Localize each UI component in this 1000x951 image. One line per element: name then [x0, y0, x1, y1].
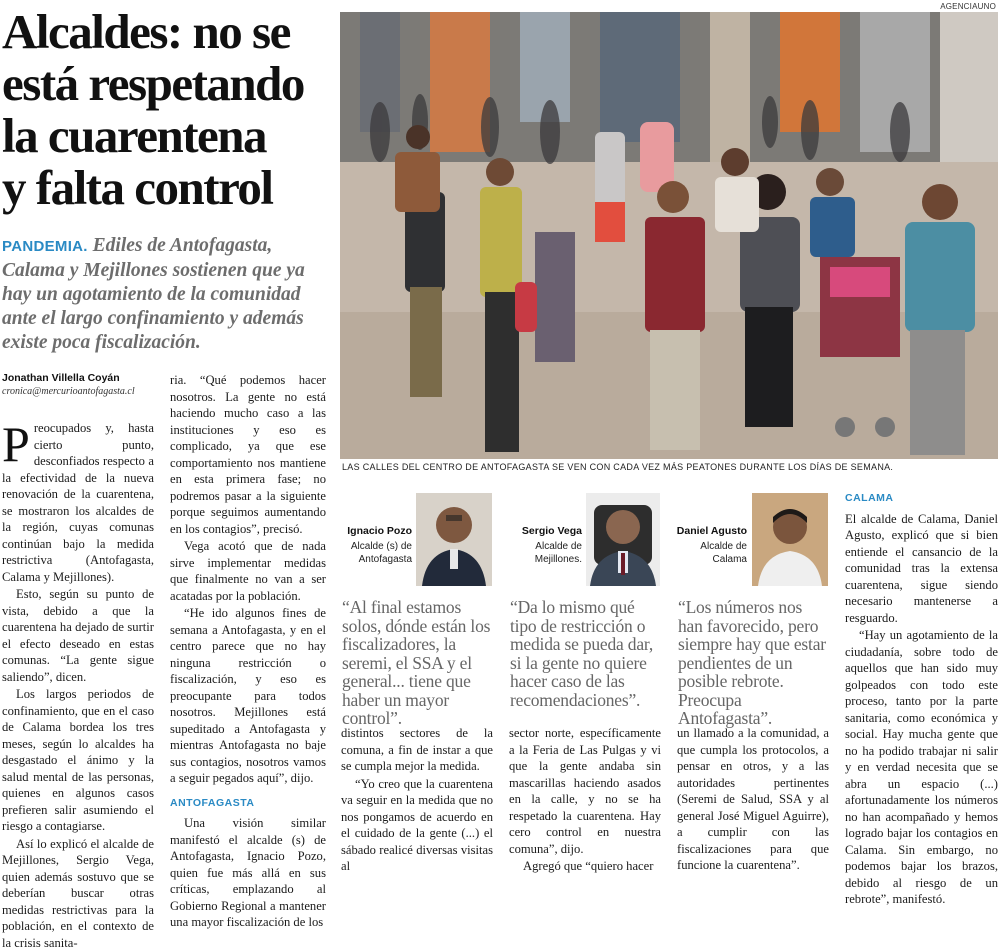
headline: [2, 6, 334, 214]
photo-caption: LAS CALLES DEL CENTRO DE ANTOFAGASTA SE VEN CON CADA VEZ MÁS PEATONES DURANTE LOS DÍAS DE SEMANA.: [342, 462, 998, 472]
article-paragraph: [2, 420, 154, 585]
article-column-4: [509, 725, 661, 857]
author-email: cronica@mercurioantofagasta.cl: [2, 386, 162, 397]
article-column-3: [341, 725, 493, 857]
article-paragraph: “He ido algunos fines de semana a Antofagasta, y en el centro parece que no hay ninguna restricción o fiscalización, y eso es preocupante para todos nosotros. Mejillones está supeditado a Antofagasta y mientras Antofagasta no baje sus contagios, nosotros vamos a seguir pegados aquí”, dijo.: [170, 605, 326, 787]
article-column-5: [677, 725, 829, 857]
street-scene-illustration: [340, 12, 998, 459]
article-paragraph: “Yo creo que la cuarentena va seguir en la medida que no nos pongamos de acuerdo en el cuidado de la gente (...) el sábado realicé diversas visitas al: [341, 776, 493, 875]
drop-cap: P: [2, 420, 34, 464]
byline: [2, 372, 162, 397]
profile-sergio-vega: [510, 525, 582, 566]
article-paragraph: Esto, según su punto de vista, debido a que la cuarentena ha dejado de surtir el efecto deseado en estas comunas. “La gente sigue saliendo”, dicen.: [2, 586, 154, 685]
article-paragraph: Así lo explicó el alcalde de Mejillones, Sergio Vega, quien además sostuvo que se deberían buscar otras medidas restrictivas para la población, en el contexto de la crisis sanita-: [2, 836, 154, 951]
author-name: Jonathan Villella Coyán: [2, 372, 162, 384]
article-paragraph: “Hay un agotamiento de la ciudadanía, sobre todo de aquellos que han sido muy golpeados con todo este proceso, tanto por la parte sanitaria, como económica y social. Hay mucha gente que no ha podido trabajar ni salir y en verdad necesita que se abra un espacio (...) afortunadamente los números no han acompañado y hemos logrado bajar los contagios en Calama. Sin embargo, no podemos bajar los brazos, debido al riesgo de un rebrote”, manifestó.: [845, 627, 998, 908]
paragraph-text: reocupados y, hasta cierto punto, desconfiados respecto a la efectividad de la nueva renovación de la cuarentena, se mostraron los alcaldes de la región, cuyas comunas continúan bajo la medida restrictiva (Antofagasta, Calama y Mejillones).: [2, 421, 154, 584]
profile-name: Ignacio Pozo: [340, 525, 412, 538]
photo-credit: AGENCIAUNO: [940, 2, 996, 11]
article-paragraph: un llamado a la comunidad, a que cumpla los protocolos, a pensar en otros, y a las autoridades pertinentes (Seremi de Salud, SSA y al general José Miguel Aguirre), a cumplir con las fiscalizaciones para que funcione la cuarentena”.: [677, 725, 829, 874]
lead-kicker: PANDEMIA.: [2, 238, 88, 255]
pull-quote: “Al final estamos solos, dónde están los fiscalizadores, la seremi, el SSA y el general... tiene que haber un mayor control”.: [342, 598, 492, 728]
article-paragraph: distintos sectores de la comuna, a fin de instar a que se cumpla mejor la medida.: [341, 725, 493, 775]
profile-daniel-agusto: [675, 525, 747, 566]
profile-ignacio-pozo: [340, 525, 412, 566]
article-paragraph: El alcalde de Calama, Daniel Agusto, explicó que si bien entiende el cansancio de la comunidad tras la extensa cuarentena, sigue siendo necesario mantenerse a resguardo.: [845, 511, 998, 627]
profile-role: Alcalde de Mejillones.: [510, 540, 582, 566]
pull-quote: “Da lo mismo qué tipo de restricción o medida se pueda dar, si la gente no quiere hacer caso de las recomendaciones”.: [510, 598, 660, 709]
section-subhead: CALAMA: [845, 490, 998, 507]
article-paragraph: Una visión similar manifestó el alcalde (s) de Antofagasta, Ignacio Pozo, quien fue más allá en sus críticas, emplazando al Gobierno Regional a mantener una mayor fiscalización de los: [170, 815, 326, 931]
headline-line: Alcaldes: no se: [2, 6, 334, 58]
article-column-6: [845, 486, 998, 857]
profile-role: Alcalde (s) de Antofagasta: [340, 540, 412, 566]
article-column-2: [170, 372, 326, 857]
street-photo: [340, 12, 998, 459]
portrait-sergio-vega: [586, 493, 660, 586]
portrait-ignacio-pozo: [416, 493, 492, 586]
article-column-1: [2, 420, 154, 857]
article-paragraph: sector norte, específicamente a la Feria de Las Pulgas y vi que la gente andaba sin mascarillas haciendo asados en la calle, y no se ha respetado la cuarentena. Hay cero control en nuestra comuna”, dijo.: [509, 725, 661, 857]
article-paragraph: ria. “Qué podemos hacer nosotros. La gente no está haciendo mucho caso a las instituciones y eso es complicado, ya que ese comportamiento nos mantiene en esta primera fase; no podremos pasar a la siguiente porque seguimos aumentando en los contagios”, precisó.: [170, 372, 326, 537]
headline-line: la cuarentena: [2, 110, 334, 162]
article-paragraph: Agregó que “quiero hacer: [509, 858, 661, 875]
article-paragraph: Los largos periodos de confinamiento, que en el caso de Calama bordea los tres meses, según lo alcaldes ha desgastado el ánimo y la salud mental de las personas, quienes en algunos casos prefieren salir asumiendo el riesgo a contagiarse.: [2, 686, 154, 835]
lead-text: Ediles de Antofagasta, Calama y Mejillones sostienen que ya hay un agotamiento de la comunidad ante el largo confinamiento y además existe poca fiscalización.: [2, 235, 305, 353]
profile-name: Sergio Vega: [510, 525, 582, 538]
article-paragraph: Vega acotó que de nada sirve implementar medidas que finalmente no van a ser acatadas por la población.: [170, 538, 326, 604]
portrait-daniel-agusto: [752, 493, 828, 586]
profile-role: Alcalde de Calama: [675, 540, 747, 566]
lead-paragraph: [2, 234, 332, 355]
headline-line: está respetando: [2, 58, 334, 110]
pull-quote: “Los números nos han favorecido, pero siempre hay que estar pendientes de un posible rebrote. Preocupa Antofagasta”.: [678, 598, 828, 728]
headline-line: y falta control: [2, 162, 334, 214]
profile-name: Daniel Agusto: [675, 525, 747, 538]
section-subhead: ANTOFAGASTA: [170, 795, 326, 812]
